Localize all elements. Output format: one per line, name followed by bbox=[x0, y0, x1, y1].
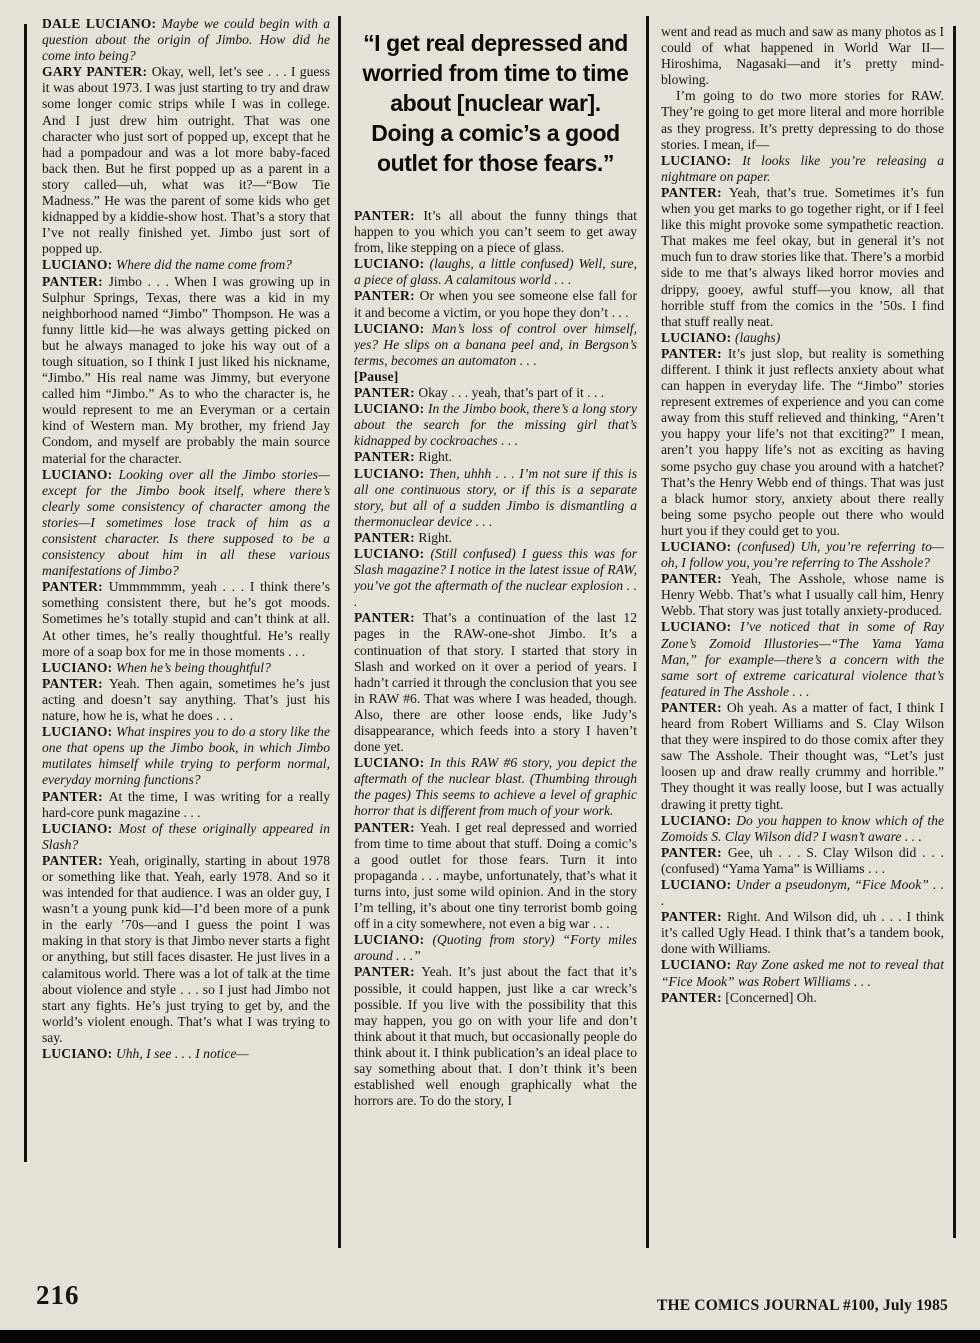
speech-paragraph bbox=[661, 153, 944, 185]
speech-paragraph bbox=[354, 755, 637, 819]
speech-text: Yeah. I get real depressed and worried from time to time about that stuff. Doing a comic’s a good outlet for those fears. Turn it into propaganda . . . maybe, unfortunately, that’s what it turns into, just some wild opinion. And in the story I’m telling, it’s about one tiny terrorist bomb going off in a city somewhere, not even a big war . . . bbox=[354, 819, 637, 932]
speech-paragraph bbox=[42, 579, 330, 659]
speech-paragraph bbox=[354, 449, 637, 465]
speech-paragraph bbox=[661, 990, 944, 1006]
speech-text: I’ve noticed that in some of Ray Zone’s Zomoid Illustories—“The Yama Yama Man,” for example—there’s a concern with the same sort of extreme caricatural violence that’s featured in The Asshole . . . bbox=[661, 619, 944, 699]
speech-paragraph bbox=[354, 610, 637, 755]
speaker-label: PANTER: bbox=[354, 964, 422, 980]
speech-paragraph bbox=[661, 619, 944, 699]
speech-text: Then, uhhh . . . I’m not sure if this is all one continuous story, or if this is a separate story, but all of a sudden Jimbo is dismantling a thermonuclear device . . . bbox=[354, 465, 637, 529]
speaker-label: PANTER: bbox=[42, 788, 109, 804]
speech-paragraph bbox=[354, 401, 637, 449]
speech-text: It’s just slop, but reality is something different. I think it just reflects anxiety about what can happen in everyday life. The “Jimbo” stories represent extremes of experience and you can come away from this stuff relieved and thinking, “Aren’t you happy your life’s not that exciting?” I mean, aren’t you happy life’s not as exciting as having some psycho guy chase you around with a hatchet? That’s the Henry Webb end of things. That was just a black humor story, anxiety about there really being some psycho people out there who would hurt you if they could get to you. bbox=[661, 345, 944, 538]
speech-text: Where did the name come from? bbox=[115, 257, 292, 273]
speaker-label: PANTER: bbox=[354, 208, 424, 223]
speech-paragraph bbox=[42, 64, 330, 257]
pull-quote: “I get real depressed and worried from time to time about [nuclear war]. Doing a comic’s a good outlet for those fears.” bbox=[362, 30, 629, 176]
speaker-label: PANTER: bbox=[42, 579, 109, 595]
speech-paragraph bbox=[661, 909, 944, 957]
column-rule-left bbox=[24, 24, 27, 1162]
speech-paragraph bbox=[42, 821, 330, 853]
speech-text: Yeah, The Asshole, whose name is Henry Webb. That’s what I usually call him, Henry Webb. That story was just totally anxiety-produced. bbox=[661, 571, 944, 619]
speaker-label: LUCIANO: bbox=[354, 932, 433, 948]
speech-text: In the Jimbo book, there’s a long story about the search for the missing girl that’s kidnapped by cockroaches . . . bbox=[354, 401, 637, 449]
speech-text: Okay . . . yeah, that’s part of it . . . bbox=[418, 385, 605, 401]
speech-paragraph bbox=[661, 813, 944, 845]
page-bottom-edge bbox=[0, 1330, 980, 1343]
speech-paragraph bbox=[354, 466, 637, 530]
speech-paragraph bbox=[42, 789, 330, 821]
speech-text: Looking over all the Jimbo stories—except for the Jimbo book itself, where there’s clearly some consistency of character among the stories—I sometimes lose track of him as a consistent character. Is there supposed to be a consistency about him in all these various manifestations of Jimbo? bbox=[42, 466, 330, 579]
speech-paragraph bbox=[661, 346, 944, 539]
speech-text: Man’s loss of control over himself, yes? He slips on a banana peel and, in Bergson’s terms, becomes an automaton . . . bbox=[354, 320, 637, 368]
speech-paragraph bbox=[661, 185, 944, 330]
speaker-label: LUCIANO: bbox=[661, 957, 736, 973]
speech-text: Ummmmmm, yeah . . . I think there’s something consistent there, but he’s got moods. Sometimes he’s totally stupid and can’t think at all. At other times, he’s really thoughtful. He’s really more of a soap box for me in those moments . . . bbox=[42, 579, 330, 659]
speaker-label: LUCIANO: bbox=[661, 152, 743, 168]
interview-column-left bbox=[42, 16, 330, 1188]
speaker-label: PANTER: bbox=[661, 184, 730, 200]
speaker-label: LUCIANO: bbox=[661, 329, 735, 345]
speaker-label: PANTER: bbox=[42, 675, 110, 691]
speaker-label: LUCIANO: bbox=[354, 545, 431, 561]
speech-paragraph bbox=[661, 539, 944, 571]
speaker-label: DALE LUCIANO: bbox=[42, 16, 162, 31]
speech-text: (confused) Uh, you’re referring to—oh, I follow you, you’re referring to The Asshole? bbox=[661, 539, 944, 571]
interview-column-middle-text bbox=[354, 208, 637, 1109]
speaker-label: LUCIANO: bbox=[354, 401, 429, 417]
speech-text: (Quoting from story) “Forty miles around . . .” bbox=[354, 932, 637, 964]
column-rule-middle-right bbox=[646, 16, 649, 1248]
speech-paragraph bbox=[42, 467, 330, 580]
speaker-label: [Pause] bbox=[354, 368, 399, 384]
speaker-label: LUCIANO: bbox=[42, 1046, 116, 1061]
speech-text: [Concerned] Oh. bbox=[725, 989, 817, 1005]
speech-text: Yeah, that’s true. Sometimes it’s fun when you get marks to go together right, or if I feel like this might provoke some sympathetic reaction. That makes me feel okay, but in general it’s not much fun to draw stories like that. There’s a morbid side to me that’s always liked horror movies and drippy, gooey, awful stuff—you know, all that horrible stuff from the comics in the ’50s. I find that stuff really neat. bbox=[661, 184, 944, 329]
speech-paragraph bbox=[42, 660, 330, 676]
speaker-label: PANTER: bbox=[354, 819, 420, 835]
speaker-label: LUCIANO: bbox=[42, 659, 116, 675]
speech-text: Right. bbox=[418, 449, 453, 465]
speaker-label: PANTER: bbox=[354, 610, 423, 626]
speech-text: (laughs, a little confused) Well, sure, a piece of glass. A calamitous world . . . bbox=[354, 256, 637, 288]
column-rule-middle-left bbox=[338, 16, 341, 1248]
speech-text: Jimbo . . . When I was growing up in Sulphur Springs, Texas, there was a kid in my neighborhood named “Jimbo” Thompson. He was a funny little kid—he was always getting picked on but he always managed to joke his way out of a tough situation, so I think I just liked his nickname, “Jimbo.” His real name was Jimmy, but everyone called him “Jimbo.” As to who the character is, he would represent to me an Everyman or a certain kind of Western man. My brother, my friend Jay Condom, and myself are probably the main source material for the character. bbox=[42, 273, 330, 466]
speaker-label: PANTER: bbox=[354, 449, 419, 465]
speech-paragraph bbox=[42, 724, 330, 788]
speech-paragraph bbox=[354, 288, 637, 320]
speech-text: In this RAW #6 story, you depict the aftermath of the nuclear blast. (Thumbing through the pages) This seems to achieve a level of graphic horror that is different from much of your work. bbox=[354, 755, 637, 819]
speech-paragraph bbox=[354, 385, 637, 401]
speaker-label: PANTER: bbox=[354, 529, 419, 545]
speaker-label: LUCIANO: bbox=[661, 539, 738, 554]
speech-text: Uhh, I see . . . I notice— bbox=[115, 1046, 249, 1061]
speech-paragraph bbox=[661, 24, 944, 88]
speech-paragraph bbox=[661, 330, 944, 346]
speech-text: Under a pseudonym, “Fice Mook” . . . bbox=[661, 876, 944, 909]
speaker-label: LUCIANO: bbox=[42, 466, 119, 482]
speech-text: Ray Zone asked me not to reveal that “Fice Mook” was Robert Williams . . . bbox=[661, 957, 944, 989]
speaker-label: PANTER: bbox=[42, 273, 109, 289]
journal-footer: THE COMICS JOURNAL #100, July 1985 bbox=[657, 1297, 948, 1314]
speech-text: Do you happen to know which of the Zomoids S. Clay Wilson did? I wasn’t aware . . . bbox=[661, 812, 944, 844]
speech-text: Oh yeah. As a matter of fact, I think I heard from Robert Williams and S. Clay Wilson that they were inspired to do those comix after they saw The Asshole. Their thought was, “Let’s just loosen up and draw really crummy and horrible.” They thought it was really loose, but I was actually drawing it pretty tight. bbox=[661, 699, 944, 812]
speech-paragraph bbox=[354, 208, 637, 256]
speech-text: (laughs) bbox=[734, 329, 781, 345]
speech-text: Gee, uh . . . S. Clay Wilson did . . . (confused) “Yama Yama” is Williams . . . bbox=[661, 844, 944, 876]
speech-paragraph bbox=[354, 932, 637, 964]
speech-text: (Still confused) I guess this was for Slash magazine? I notice in the latest issue of RAW, you’ve got the aftermath of the nuclear explosion . . . bbox=[354, 545, 637, 610]
speaker-label: LUCIANO: bbox=[42, 724, 117, 740]
speech-text: At the time, I was writing for a really hard-core punk magazine . . . bbox=[42, 788, 330, 820]
speech-text: Or when you see someone else fall for it and become a victim, or you hope they don’t . . . bbox=[354, 288, 637, 320]
speech-paragraph bbox=[354, 256, 637, 288]
speech-paragraph bbox=[42, 257, 330, 273]
speech-paragraph bbox=[661, 845, 944, 877]
speech-text: I’m going to do two more stories for RAW. They’re going to get more literal and more horrible as they progress. It’s pretty depressing to do those stories. I mean, if— bbox=[661, 88, 944, 152]
speech-paragraph bbox=[354, 546, 637, 610]
speaker-label: PANTER: bbox=[661, 844, 728, 860]
speech-text: When he’s being thoughtful? bbox=[115, 659, 271, 675]
speech-paragraph bbox=[42, 853, 330, 1046]
speaker-label: LUCIANO: bbox=[42, 820, 119, 836]
speaker-label: PANTER: bbox=[661, 909, 728, 925]
speaker-label: LUCIANO: bbox=[354, 320, 432, 336]
speech-paragraph bbox=[354, 530, 637, 546]
speaker-label: LUCIANO: bbox=[354, 465, 429, 481]
speech-paragraph bbox=[42, 1046, 330, 1062]
speaker-label: LUCIANO: bbox=[661, 876, 736, 892]
speaker-label: LUCIANO: bbox=[661, 812, 737, 828]
speech-paragraph bbox=[354, 820, 637, 933]
speaker-label: PANTER: bbox=[661, 989, 726, 1005]
speech-text: It looks like you’re releasing a nightmare on paper. bbox=[661, 152, 944, 184]
speech-text: Maybe we could begin with a question about the origin of Jimbo. How did he come into being? bbox=[42, 16, 330, 64]
speech-paragraph bbox=[354, 369, 637, 385]
speech-text: Okay, well, let’s see . . . I guess it was about 1973. I was just starting to try and draw some longer comic strips while I was in college. And I just drew him outright. That was one character who just sort of popped up, except that he had a pompadour and was a lot more baby-faced back then. But he first popped up as a parent in a story called—uh, what was it?—“Bow Tie Madness.” He was the parent of some kids who get kidnapped by a kiddie-show host. That’s a story that I’ve not really finished yet. Jimbo just sort of popped up. bbox=[42, 64, 330, 257]
speaker-label: PANTER: bbox=[354, 288, 420, 304]
speech-text: Yeah. It’s just about the fact that it’s possible, it could happen, just like a car wreck’s possible. If you live with the possibility that this may happen, you go on with your life and don’t think about it that much, but occasionally people do think about it. I think publication’s an ideal place to say something about that. I don’t think it’s been established well enough graphically what the horrors are. To do the story, I bbox=[354, 964, 637, 1109]
speech-paragraph bbox=[42, 16, 330, 64]
speaker-label: PANTER: bbox=[661, 345, 728, 361]
speech-paragraph bbox=[661, 88, 944, 152]
interview-column-middle bbox=[354, 20, 637, 1272]
speech-paragraph bbox=[661, 957, 944, 989]
speaker-label: LUCIANO: bbox=[354, 256, 430, 272]
column-rule-right bbox=[953, 26, 956, 1238]
speech-paragraph bbox=[661, 700, 944, 813]
speech-paragraph bbox=[42, 274, 330, 467]
speech-text: Right. And Wilson did, uh . . . I think it’s called Ugly Head. I think that’s a tandem book, done with Williams. bbox=[661, 909, 944, 957]
speaker-label: PANTER: bbox=[661, 571, 731, 587]
speaker-label: PANTER: bbox=[661, 699, 727, 715]
interview-column-right bbox=[661, 24, 944, 1280]
speech-text: went and read as much and saw as many photos as I could of what happened in World War II—Hiroshima, Nagasaki—and it’s pretty mind-blowing. bbox=[661, 24, 944, 88]
speaker-label: LUCIANO: bbox=[42, 257, 116, 273]
speech-text: Most of these originally appeared in Slash? bbox=[42, 820, 330, 852]
speech-paragraph bbox=[661, 877, 944, 909]
speaker-label: GARY PANTER: bbox=[42, 64, 152, 80]
speech-paragraph bbox=[661, 571, 944, 619]
page-number: 216 bbox=[36, 1280, 80, 1310]
speech-text: That’s a continuation of the last 12 pages in the RAW-one-shot Jimbo. It’s a continuation of that story. I started that story in Slash and worked on it over a period of years. I hadn’t carried it through the conclusion that you see in RAW #6. That was where I was headed, though. Also, there are other loose ends, like Judy’s disappearance, which feeds into a story I haven’t done yet. bbox=[354, 610, 637, 755]
speech-text: Right. bbox=[418, 529, 453, 545]
speech-text: Yeah, originally, starting in about 1978 or something like that. Yeah, early 1978. And so it was intended for that audience. I was an older guy, I wasn’t a young punk kid—I’d been more of a punk in the early ’70s—and I guess the point I was making in that story is that Jimbo never starts a fight or anything, but still faces disaster. He just lives in a calamitous world. There was a lot of talk at the time about violence and style . . . so I just had Jimbo not start any fights. He’s just trying to get by, and the world’s violent enough. That’s what I was trying to say. bbox=[42, 852, 330, 1045]
speaker-label: PANTER: bbox=[354, 385, 419, 401]
speech-text: What inspires you to do a story like the one that opens up the Jimbo book, in which Jimbo mutilates himself while trying to perform normal, everyday morning functions? bbox=[42, 724, 330, 788]
speech-text: Yeah. Then again, sometimes he’s just acting and doesn’t say anything. That’s just his nature, how he is, what he does . . . bbox=[42, 675, 330, 724]
speaker-label: LUCIANO: bbox=[661, 619, 741, 635]
speech-paragraph bbox=[354, 321, 637, 369]
speech-text: It’s all about the funny things that happen to you which you can’t seem to get away from, like stepping on a piece of glass. bbox=[354, 208, 637, 256]
speech-paragraph bbox=[42, 676, 330, 724]
speaker-label: PANTER: bbox=[42, 852, 109, 868]
speaker-label: LUCIANO: bbox=[354, 755, 430, 771]
speech-paragraph bbox=[354, 964, 637, 1109]
